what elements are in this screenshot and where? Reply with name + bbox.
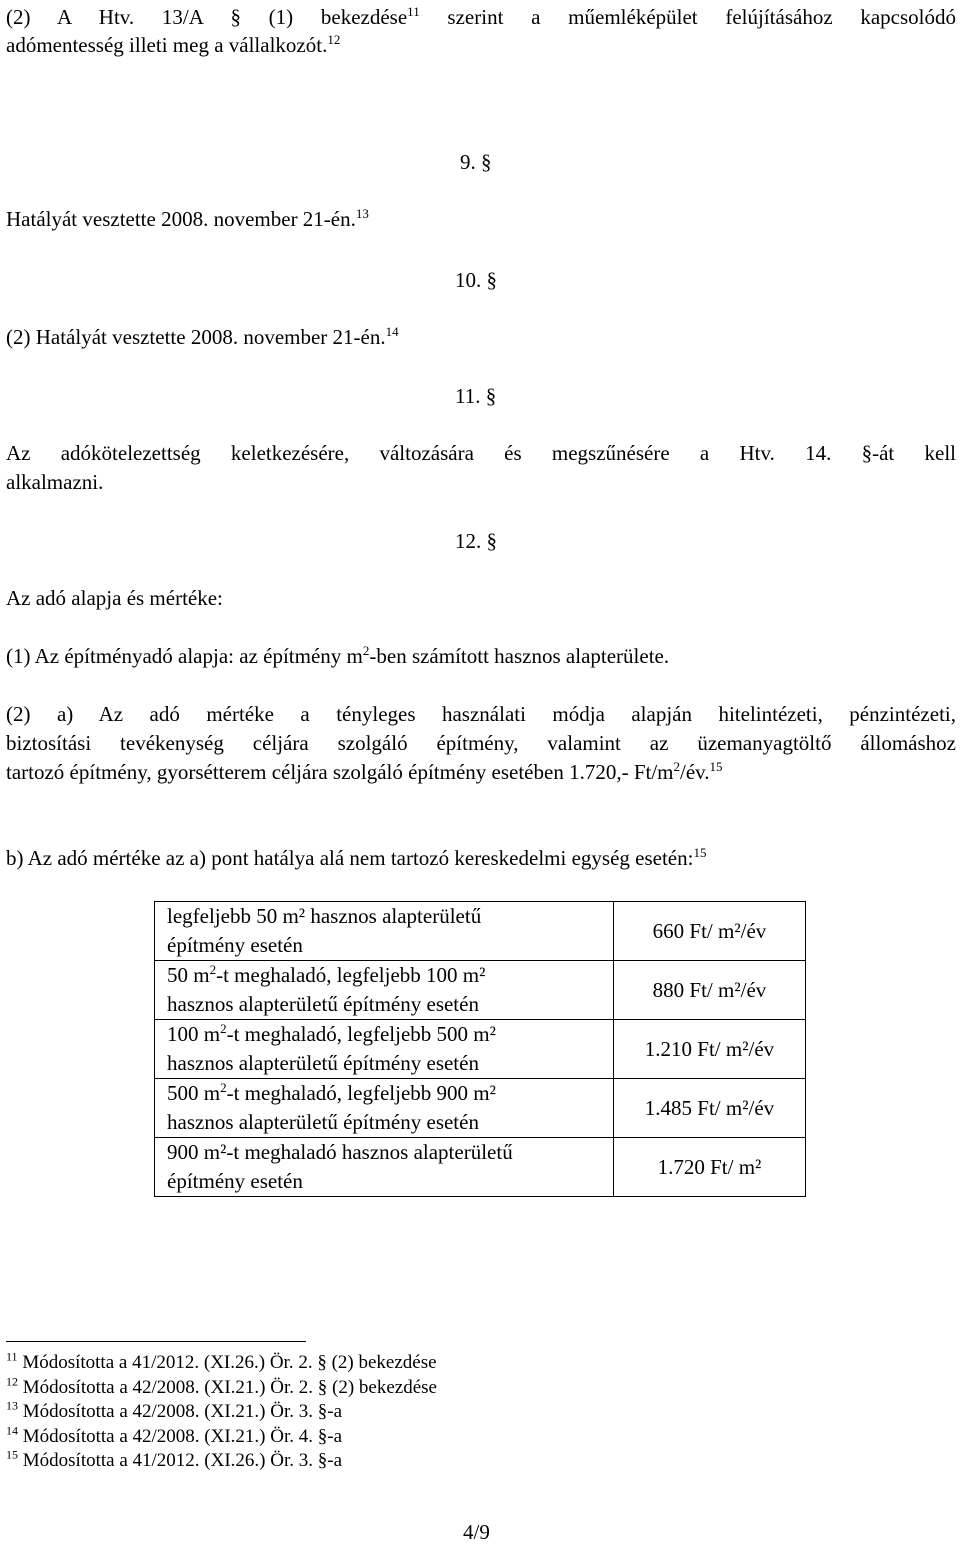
footnote-list [6, 1351, 437, 1474]
section-10-heading: 10. § [455, 268, 497, 292]
rate-description: legfeljebb 50 m² hasznos alapterületű építmény esetén [155, 902, 614, 961]
footnote-item: $^{15}$ Módosította a 41/2012. (XI.26.) Ör. 3. §-a [6, 1447, 343, 1471]
footnote-item: $^{11}$ Módosította a 41/2012. (XI.26.) Ör. 2. § (2) bekezdése [6, 1349, 437, 1373]
footnote-ref[interactable]: 12 [327, 32, 341, 47]
section-9-heading: 9. § [460, 150, 492, 174]
footnote-item: $^{12}$ Módosította a 42/2008. (XI.21.) Ör. 2. § (2) bekezdése [6, 1374, 437, 1398]
footnote-ref[interactable]: 11 [407, 4, 420, 19]
footnote-ref[interactable]: 14 [385, 324, 399, 339]
section-11-line-2: alkalmazni. [6, 470, 104, 494]
rate-value: 1.720 Ft/ m² [614, 1138, 806, 1197]
rate-value: 660 Ft/ m²/év [614, 902, 806, 961]
table-row [155, 1079, 806, 1138]
rate-description: 900 m²-t meghaladó hasznos alapterületű építmény esetén [155, 1138, 614, 1197]
footnote-item: $^{13}$ Módosította a 42/2008. (XI.21.) Ör. 3. §-a [6, 1398, 343, 1422]
footnote-ref[interactable]: 13 [355, 206, 369, 221]
paragraph-2-line-1: (2) A Htv. 13/A § (1) bekezdése$^{11}$ szerint a műemléképület felújításához kapcsolódó [6, 4, 957, 29]
rate-description: 50 $m^2-t$ meghaladó, legfeljebb 100 m² hasznos alapterületű építmény esetén [155, 961, 614, 1020]
section-10-text: (2) Hatályát vesztette 2008. november 21-én.$^{14}$ [6, 324, 399, 349]
footnote-ref[interactable]: 15 [693, 845, 707, 860]
footnote-separator [6, 1341, 306, 1342]
section-12-paragraph-2-line-3: tartozó építmény, gyorsétterem céljára szolgáló építmény esetében 1.720,- $Ft/m^2/év.^{15}$ [6, 759, 723, 784]
section-12-paragraph-2-line-1: (2) a) Az adó mértéke a tényleges használati módja alapján hitelintézeti, pénzintézeti, [6, 702, 956, 726]
table-row [155, 961, 806, 1020]
section-12-heading: 12. § [455, 529, 497, 553]
rate-value: 1.485 Ft/ m²/év [614, 1079, 806, 1138]
table-row [155, 1020, 806, 1079]
rate-value: 880 Ft/ m²/év [614, 961, 806, 1020]
rate-description: 100 $m^2-t$ meghaladó, legfeljebb 500 m² hasznos alapterületű építmény esetén [155, 1020, 614, 1079]
paragraph-2-line-2: adómentesség illeti meg a vállalkozót.$^{12}$ [6, 32, 341, 57]
footnote-item: $^{14}$ Módosította a 42/2008. (XI.21.) Ör. 4. §-a [6, 1423, 343, 1447]
page-number: 4/9 [463, 1520, 490, 1544]
rate-description: 500 $m^2-t$ meghaladó, legfeljebb 900 m² hasznos alapterületű építmény esetén [155, 1079, 614, 1138]
section-12-intro: Az adó alapja és mértéke: [6, 586, 223, 610]
section-12-paragraph-b: b) Az adó mértéke az a) pont hatálya alá nem tartozó kereskedelmi egység esetén:$^{15}$ [6, 845, 707, 870]
table-row [155, 902, 806, 961]
section-11-line-1: Az adókötelezettség keletkezésére, változására és megszűnésére a Htv. 14. §-át kell [6, 441, 956, 465]
table-row [155, 1138, 806, 1197]
footnote-ref[interactable]: 15 [709, 759, 723, 774]
section-9-text: Hatályát vesztette 2008. november 21-én.$^{13}$ [6, 206, 369, 231]
section-12-paragraph-1: (1) Az építményadó alapja: az építmény $m^2$-ben számított hasznos alapterülete. [6, 643, 670, 668]
section-11-heading: 11. § [455, 384, 497, 408]
rate-value: 1.210 Ft/ m²/év [614, 1020, 806, 1079]
section-12-paragraph-2-line-2: biztosítási tevékenység céljára szolgáló építmény, valamint az üzemanyagtöltő állomáshoz [6, 731, 956, 755]
tax-rate-table [154, 901, 806, 1197]
